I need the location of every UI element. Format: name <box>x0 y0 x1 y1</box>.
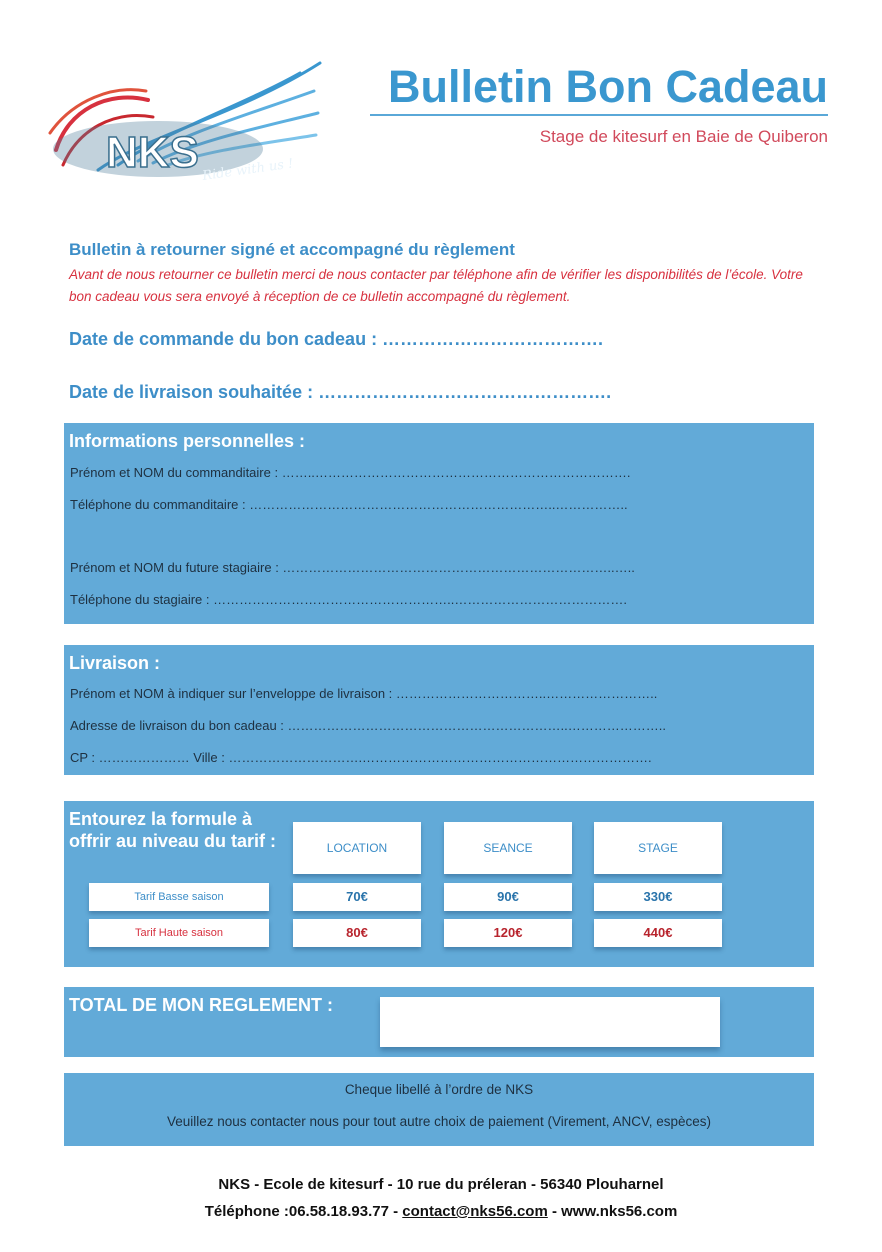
trainee-name-field[interactable]: Prénom et NOM du future stagiaire : …………………………………………………………………..….. <box>70 560 635 575</box>
payment-cheque-text: Cheque libellé à l’ordre de NKS <box>344 1082 534 1097</box>
price-low-stage[interactable]: 330€ <box>594 883 722 911</box>
delivery-date-field[interactable]: Date de livraison souhaitée : …………………………………………. <box>69 382 612 402</box>
page-subtitle: Stage de kitesurf en Baie de Quiberon <box>539 127 828 146</box>
buyer-phone-field[interactable]: Téléphone du commanditaire : ……………………………………………………………..…………….. <box>70 497 628 512</box>
envelope-name-field[interactable]: Prénom et NOM à indiquer sur l’enveloppe de livraison : ……………………………..…………………….. <box>70 686 658 701</box>
total-input[interactable] <box>380 997 720 1047</box>
row-label-high-season: Tarif Haute saison <box>89 919 269 947</box>
buyer-name-field[interactable]: Prénom et NOM du commanditaire : ……..………………………………………………………………. <box>70 465 631 480</box>
footer-email-link[interactable]: contact@nks56.com <box>402 1203 548 1220</box>
nks-logo <box>28 55 328 200</box>
personal-info-title: Informations personnelles : <box>69 431 306 451</box>
footer-contact <box>0 1203 882 1220</box>
notice-heading: Bulletin à retourner signé et accompagné du règlement <box>69 240 515 259</box>
payment-panel <box>64 1073 814 1146</box>
title-divider <box>370 114 828 116</box>
delivery-title: Livraison : <box>69 653 161 673</box>
price-high-location[interactable]: 80€ <box>293 919 421 947</box>
trainee-phone-field[interactable]: Téléphone du stagiaire : ………………………………………………..…………………………………. <box>70 592 627 607</box>
total-title: TOTAL DE MON REGLEMENT : <box>69 995 333 1015</box>
personal-info-panel <box>64 423 814 624</box>
column-header-stage: STAGE <box>594 822 722 874</box>
order-date-field[interactable]: Date de commande du bon cadeau : ………………………………. <box>69 329 604 349</box>
formula-title: Entourez la formule à offrir au niveau du tarif : <box>69 809 277 851</box>
page-title: Bulletin Bon Cadeau <box>387 61 828 112</box>
delivery-panel <box>64 645 814 775</box>
price-high-stage[interactable]: 440€ <box>594 919 722 947</box>
svg-text:NKS: NKS <box>106 128 199 177</box>
notice-text: Avant de nous retourner ce bulletin merci de nous contacter par téléphone afin de vérifier les disponibilités de l’école. Votre bon cadeau vous sera envoyé à réception de ce bulletin accompagné du règlement. <box>69 267 803 304</box>
footer-website[interactable]: - www.nks56.com <box>547 1203 678 1220</box>
svg-text:Ride with us !: Ride with us ! <box>201 156 295 184</box>
column-header-location: LOCATION <box>293 822 421 874</box>
footer-address: NKS - Ecole de kitesurf - 10 rue du préleran - 56340 Plouharnel <box>218 1176 664 1193</box>
footer-phone: Téléphone :06.58.18.93.77 - <box>204 1203 403 1220</box>
price-high-seance[interactable]: 120€ <box>444 919 572 947</box>
total-panel <box>64 987 814 1057</box>
price-low-location[interactable]: 70€ <box>293 883 421 911</box>
column-header-seance: SEANCE <box>444 822 572 874</box>
row-label-low-season: Tarif Basse saison <box>89 883 269 911</box>
payment-contact-text: Veuillez nous contacter nous pour tout autre choix de paiement (Virement, ANCV, espèces) <box>166 1114 712 1129</box>
delivery-address-field[interactable]: Adresse de livraison du bon cadeau : ………………………………………………………..………………….. <box>70 718 666 733</box>
wing-logo-icon <box>28 55 328 200</box>
formula-panel <box>64 801 814 967</box>
postcode-city-field[interactable]: CP : ………………… Ville : ………………………….…………………………………………………………. <box>70 750 652 765</box>
price-low-seance[interactable]: 90€ <box>444 883 572 911</box>
